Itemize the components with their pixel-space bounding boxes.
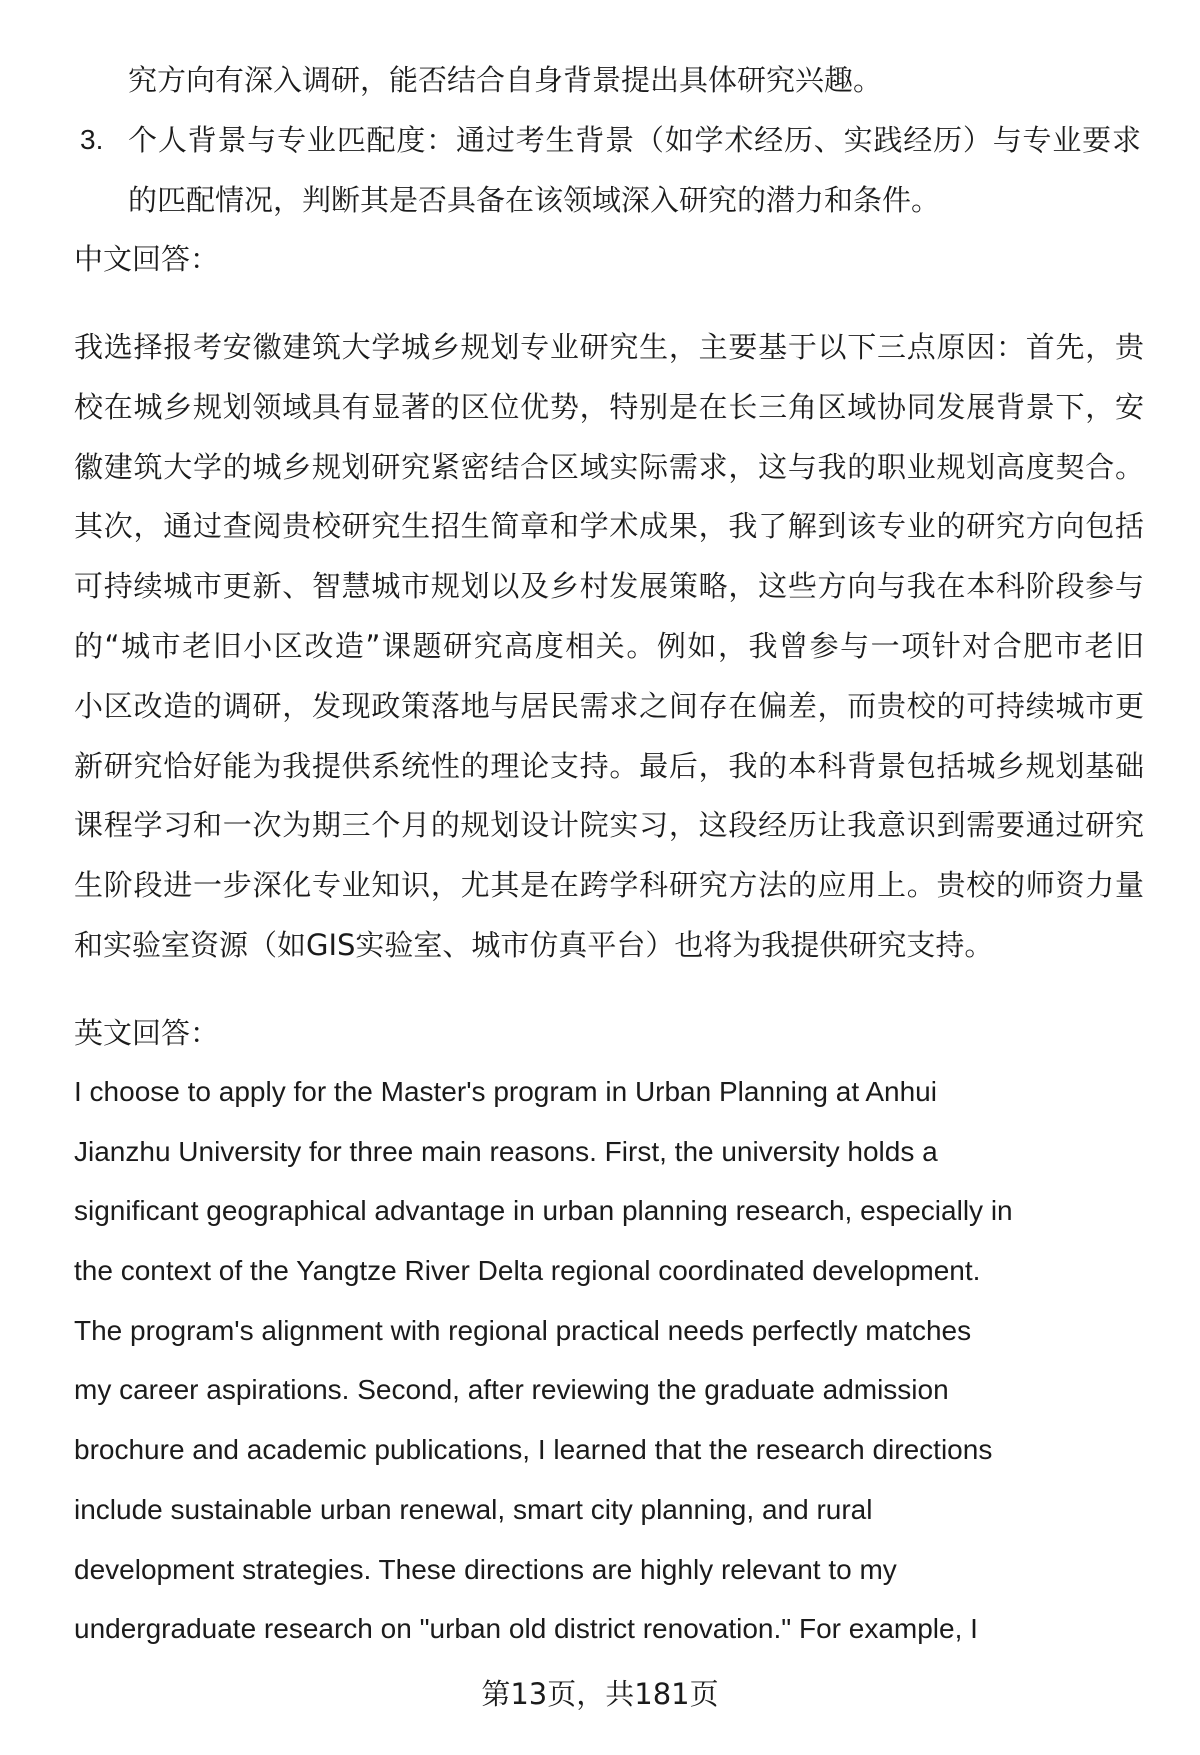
list-item-text-line: 个人背景与专业匹配度：通过考生背景（如学术经历、实践经历）与专业要求 <box>128 123 1141 157</box>
paragraph-line: 我选择报考安徽建筑大学城乡规划专业研究生，主要基于以下三点原因：首先，贵 <box>74 330 1144 364</box>
paragraph-line: 的“城市老旧小区改造”课题研究高度相关。例如，我曾参与一项针对合肥市老旧 <box>74 628 1144 663</box>
section-heading-english-answer: 英文回答： <box>74 1016 220 1050</box>
paragraph-line: 和实验室资源（如GIS实验室、城市仿真平台）也将为我提供研究支持。 <box>74 927 994 962</box>
paragraph-line: include sustainable urban renewal, smart city planning, and rural <box>74 1493 873 1525</box>
paragraph-line: 生阶段进一步深化专业知识，尤其是在跨学科研究方法的应用上。贵校的师资力量 <box>74 868 1144 903</box>
english-answer-paragraph <box>74 1062 1164 1659</box>
list-item-text-line: 的匹配情况，判断其是否具备在该领域深入研究的潜力和条件。 <box>128 183 941 217</box>
paragraph-line: the context of the Yangtze River Delta regional coordinated development. <box>74 1255 981 1287</box>
list-item-3 <box>0 110 1200 230</box>
paragraph-line: 课程学习和一次为期三个月的规划设计院实习，这段经历让我意识到需要通过研究 <box>74 808 1144 843</box>
paragraph-line: significant geographical advantage in urban planning research, especially in <box>74 1195 1013 1227</box>
paragraph-line: 徽建筑大学的城乡规划研究紧密结合区域实际需求，这与我的职业规划高度契合。 <box>74 449 1144 484</box>
paragraph-line: 新研究恰好能为我提供系统性的理论支持。最后，我的本科背景包括城乡规划基础 <box>74 748 1144 783</box>
chinese-answer-paragraph <box>74 318 1144 976</box>
paragraph-line: The program's alignment with regional practical needs perfectly matches <box>74 1314 972 1346</box>
paragraph-line: brochure and academic publications, I learned that the research directions <box>74 1434 993 1466</box>
paragraph-line: undergraduate research on "urban old district renovation." For example, I <box>74 1613 978 1645</box>
paragraph-line: I choose to apply for the Master's program in Urban Planning at Anhui <box>74 1076 937 1107</box>
paragraph-line: 小区改造的调研，发现政策落地与居民需求之间存在偏差，而贵校的可持续城市更 <box>74 688 1144 723</box>
section-heading-chinese-answer: 中文回答： <box>74 242 220 276</box>
paragraph-line: 可持续城市更新、智慧城市规划以及乡村发展策略，这些方向与我在本科阶段参与 <box>74 569 1144 604</box>
list-continuation-line: 究方向有深入调研，能否结合自身背景提出具体研究兴趣。 <box>128 63 883 97</box>
list-item-number: 3. <box>80 124 104 155</box>
paragraph-line: my career aspirations. Second, after reviewing the graduate admission <box>74 1374 949 1406</box>
paragraph-line: development strategies. These directions are highly relevant to my <box>74 1553 897 1585</box>
paragraph-line: 其次，通过查阅贵校研究生招生简章和学术成果，我了解到该专业的研究方向包括 <box>74 509 1144 544</box>
paragraph-line: Jianzhu University for three main reasons. First, the university holds a <box>74 1135 938 1167</box>
criteria-list <box>0 50 1200 230</box>
paragraph-line: 校在城乡规划领域具有显著的区位优势，特别是在长三角区域协同发展背景下，安 <box>74 389 1144 424</box>
page-footer: 第13页，共181页 <box>481 1677 719 1711</box>
